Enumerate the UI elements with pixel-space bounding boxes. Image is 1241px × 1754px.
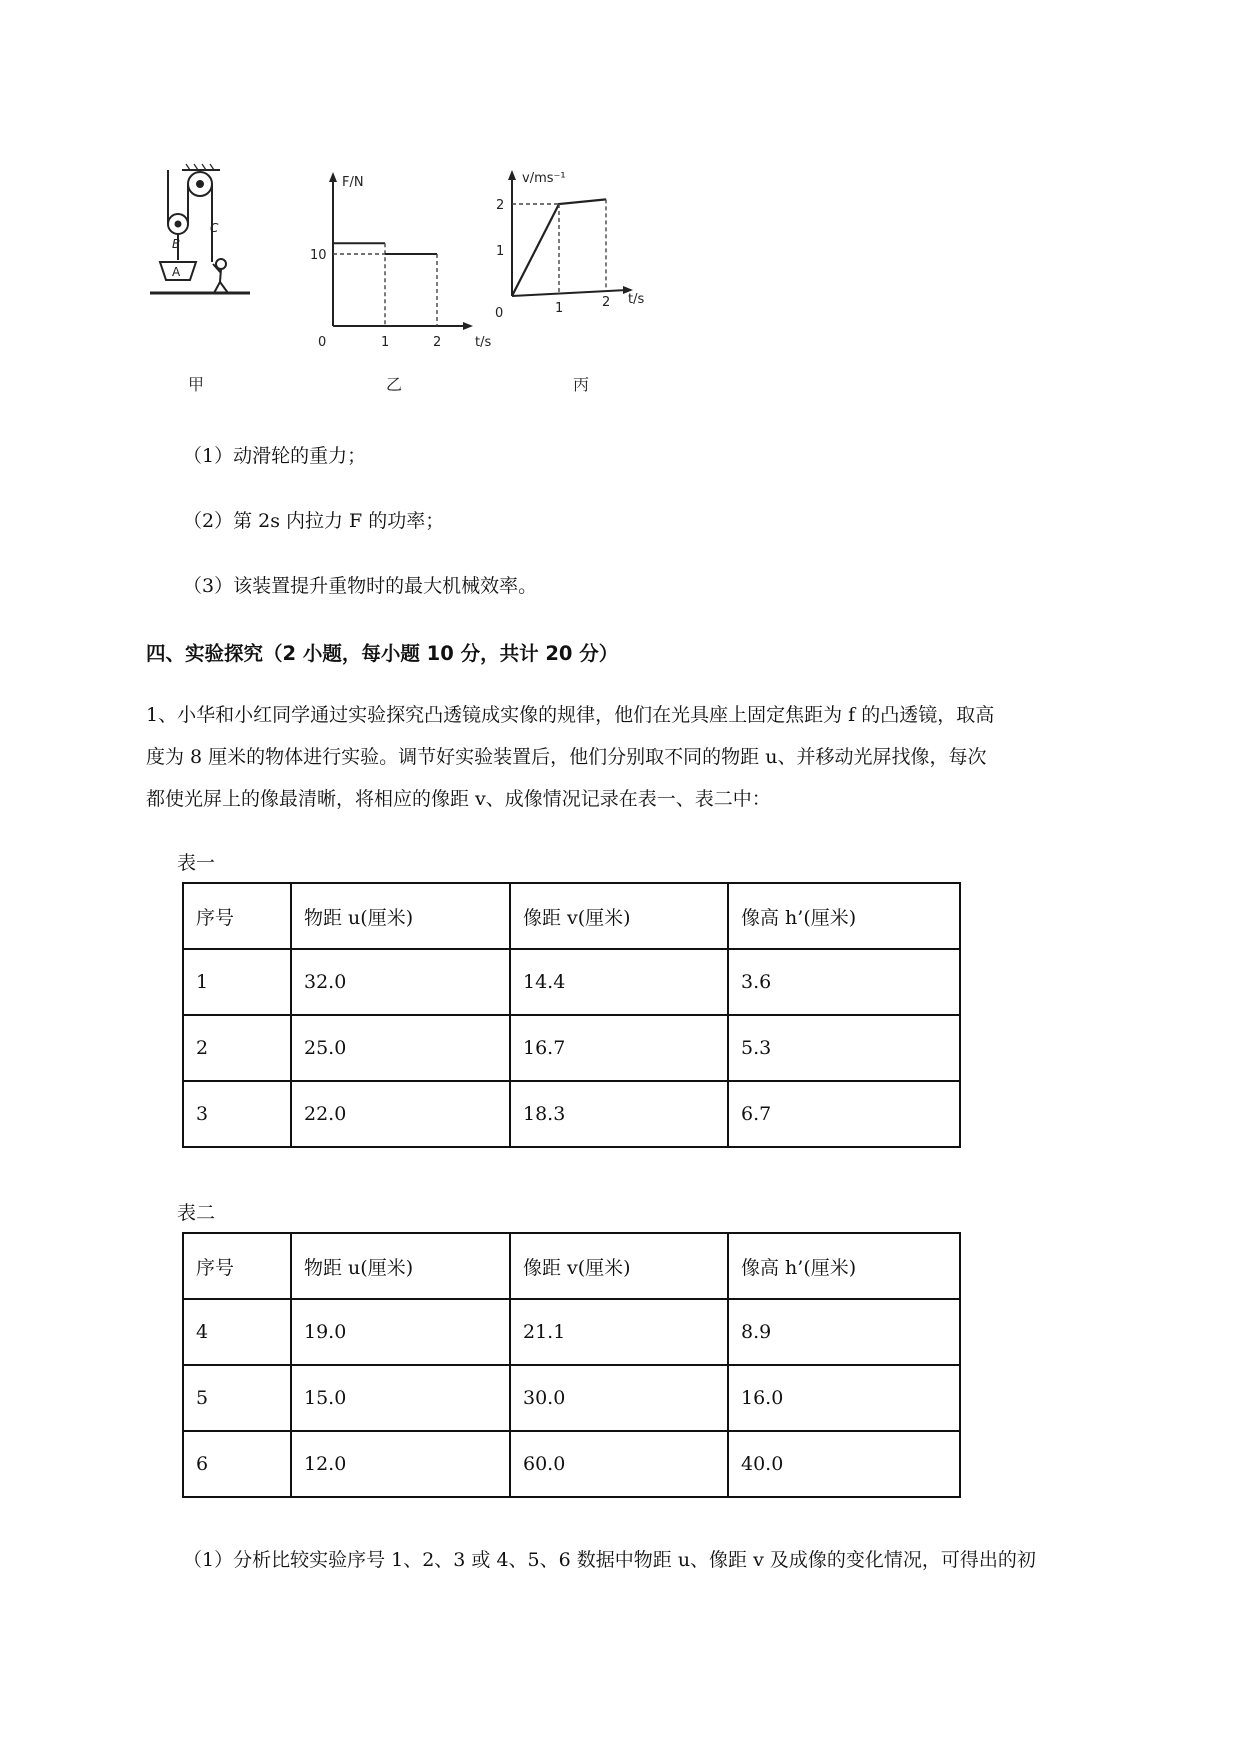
table-header-cell: 像距 v(厘米) [510, 1233, 728, 1299]
table-header-cell: 像高 h’(厘米) [728, 883, 960, 949]
table-cell: 6 [183, 1431, 291, 1497]
velocity-time-chart [495, 170, 644, 321]
table2 [182, 1232, 961, 1498]
bing-xtick-1: 1 [555, 301, 564, 316]
table-cell: 16.0 [728, 1365, 960, 1431]
table-cell: 6.7 [728, 1081, 960, 1147]
analysis-question: （1）分析比较实验序号 1、2、3 或 4、5、6 数据中物距 u、像距 v 及成像的变化情况，可得出的初 [183, 1549, 1036, 1571]
bing-ytick-2: 2 [496, 198, 505, 213]
yi-xlabel: t/s [475, 335, 492, 350]
label-a: A [172, 265, 181, 279]
label-b: B [172, 237, 181, 251]
table-header-cell: 像高 h’(厘米) [728, 1233, 960, 1299]
table-cell: 21.1 [510, 1299, 728, 1365]
table-row [183, 1365, 960, 1431]
table-cell: 3.6 [728, 949, 960, 1015]
force-time-chart [310, 172, 491, 350]
bing-xlabel: t/s [628, 292, 645, 307]
bing-xtick-2: 2 [602, 295, 611, 310]
yi-xtick-1: 1 [381, 335, 390, 350]
table-header-cell: 像距 v(厘米) [510, 883, 728, 949]
table-row [183, 1081, 960, 1147]
table-cell: 30.0 [510, 1365, 728, 1431]
intro-line-1: 1、小华和小红同学通过实验探究凸透镜成实像的规律，他们在光具座上固定焦距为 f 的凸透镜，取高 [146, 704, 995, 726]
table-header-cell: 物距 u(厘米) [291, 1233, 510, 1299]
table-cell: 25.0 [291, 1015, 510, 1081]
table-header-cell: 序号 [183, 1233, 291, 1299]
label-bing: 丙 [573, 375, 590, 394]
table-cell: 14.4 [510, 949, 728, 1015]
figure-svg [150, 150, 710, 400]
table-cell: 3 [183, 1081, 291, 1147]
table-cell: 4 [183, 1299, 291, 1365]
table-cell: 40.0 [728, 1431, 960, 1497]
label-yi: 乙 [386, 375, 403, 394]
question-1: （1）动滑轮的重力； [183, 445, 367, 467]
table-cell: 12.0 [291, 1431, 510, 1497]
table1 [182, 882, 961, 1148]
table-row [183, 1431, 960, 1497]
table-cell: 2 [183, 1015, 291, 1081]
table-cell: 18.3 [510, 1081, 728, 1147]
pulley-diagram [150, 164, 250, 293]
table-cell: 1 [183, 949, 291, 1015]
label-c: C [210, 221, 219, 235]
table-cell: 5 [183, 1365, 291, 1431]
bing-origin: 0 [495, 306, 504, 321]
bing-ytick-1: 1 [496, 244, 505, 259]
question-2: （2）第 2s 内拉力 F 的功率； [183, 510, 445, 532]
table-cell: 60.0 [510, 1431, 728, 1497]
table1-caption: 表一 [177, 852, 216, 874]
question-3: （3）该装置提升重物时的最大机械效率。 [183, 575, 538, 597]
table-row [183, 1299, 960, 1365]
table-row [183, 1015, 960, 1081]
table-cell: 15.0 [291, 1365, 510, 1431]
table-cell: 19.0 [291, 1299, 510, 1365]
bing-ylabel: v/ms⁻¹ [522, 171, 566, 186]
table-header-row [183, 883, 960, 949]
table-header-cell: 序号 [183, 883, 291, 949]
person-head [216, 259, 226, 269]
label-jia: 甲 [188, 375, 205, 394]
yi-ylabel: F/N [342, 175, 364, 190]
table-cell: 8.9 [728, 1299, 960, 1365]
yi-ytick-10: 10 [310, 248, 327, 263]
intro-line-3: 都使光屏上的像最清晰，将相应的像距 v、成像情况记录在表一、表二中： [146, 788, 771, 810]
intro-paragraph [146, 694, 1146, 820]
yi-origin: 0 [318, 335, 327, 350]
table-cell: 5.3 [728, 1015, 960, 1081]
table-cell: 22.0 [291, 1081, 510, 1147]
section-title: 四、实验探究（2 小题，每小题 10 分，共计 20 分） [146, 642, 619, 665]
table2-caption: 表二 [177, 1202, 216, 1224]
table-row [183, 949, 960, 1015]
table-cell: 16.7 [510, 1015, 728, 1081]
table-header-row [183, 1233, 960, 1299]
table-cell: 32.0 [291, 949, 510, 1015]
problem-figure [150, 150, 710, 400]
intro-line-2: 度为 8 厘米的物体进行实验。调节好实验装置后，他们分别取不同的物距 u、并移动光屏找像，每次 [146, 746, 987, 768]
table-header-cell: 物距 u(厘米) [291, 883, 510, 949]
yi-xtick-2: 2 [433, 335, 442, 350]
